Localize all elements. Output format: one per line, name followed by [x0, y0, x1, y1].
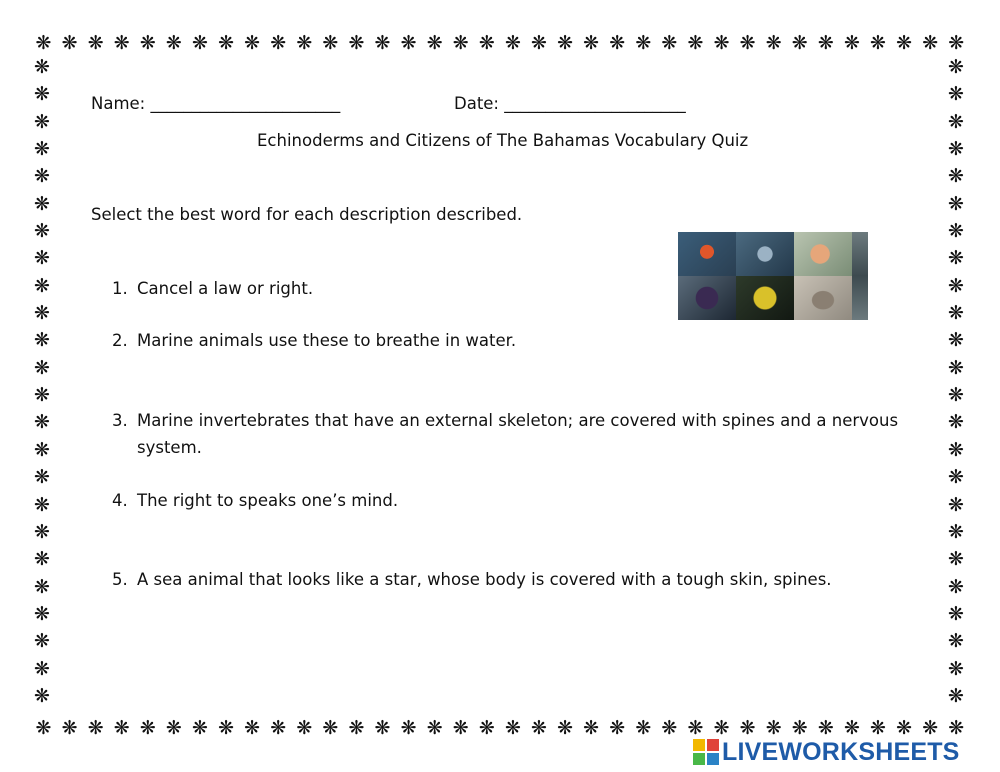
asterisk-flower-icon: ❋ [34, 83, 50, 106]
asterisk-flower-icon: ❋ [61, 32, 78, 54]
question-number: 5. [112, 570, 128, 589]
asterisk-flower-icon: ❋ [34, 657, 50, 680]
question-text: Marine animals use these to breathe in water. [137, 331, 517, 350]
asterisk-flower-icon: ❋ [504, 32, 521, 54]
asterisk-flower-icon: ❋ [165, 32, 182, 54]
asterisk-flower-icon: ❋ [34, 602, 50, 625]
asterisk-flower-icon: ❋ [165, 717, 182, 739]
asterisk-flower-icon: ❋ [948, 220, 964, 243]
asterisk-flower-icon: ❋ [791, 32, 808, 54]
asterisk-flower-icon: ❋ [348, 717, 365, 739]
photo-edge-strip [852, 232, 868, 276]
asterisk-flower-icon: ❋ [322, 32, 339, 54]
asterisk-flower-icon: ❋ [34, 493, 50, 516]
asterisk-flower-icon: ❋ [948, 438, 964, 461]
asterisk-flower-icon: ❋ [400, 32, 417, 54]
asterisk-flower-icon: ❋ [661, 32, 678, 54]
asterisk-flower-icon: ❋ [61, 717, 78, 739]
asterisk-flower-icon: ❋ [34, 192, 50, 215]
asterisk-flower-icon: ❋ [192, 717, 208, 739]
border-right [945, 58, 967, 706]
asterisk-flower-icon: ❋ [948, 575, 964, 598]
asterisk-flower-icon: ❋ [635, 32, 652, 54]
asterisk-flower-icon: ❋ [296, 717, 313, 739]
asterisk-flower-icon: ❋ [557, 717, 574, 739]
starfish-blue-photo [736, 232, 794, 276]
asterisk-flower-icon: ❋ [34, 548, 50, 571]
asterisk-flower-icon: ❋ [374, 717, 391, 739]
asterisk-flower-icon: ❋ [34, 110, 50, 133]
asterisk-flower-icon: ❋ [34, 575, 50, 598]
asterisk-flower-icon: ❋ [661, 717, 678, 739]
asterisk-flower-icon: ❋ [948, 548, 964, 571]
asterisk-flower-icon: ❋ [948, 384, 964, 407]
asterisk-flower-icon: ❋ [87, 32, 104, 54]
question-number: 3. [112, 411, 128, 430]
asterisk-flower-icon: ❋ [34, 138, 50, 161]
asterisk-flower-icon: ❋ [270, 32, 287, 54]
starfish-orange-photo [794, 232, 852, 276]
asterisk-flower-icon: ❋ [817, 32, 834, 54]
asterisk-flower-icon: ❋ [244, 32, 261, 54]
asterisk-flower-icon: ❋ [34, 684, 50, 706]
asterisk-flower-icon: ❋ [218, 32, 234, 54]
asterisk-flower-icon: ❋ [218, 717, 234, 739]
echinoderm-photo-collage [678, 232, 868, 320]
name-field-label: Name: _______________________ [91, 94, 341, 113]
asterisk-flower-icon: ❋ [270, 717, 287, 739]
asterisk-flower-icon: ❋ [948, 630, 964, 653]
asterisk-flower-icon: ❋ [922, 32, 939, 54]
sea-urchin-photo [678, 276, 736, 320]
asterisk-flower-icon: ❋ [948, 138, 964, 161]
border-bottom [34, 717, 966, 739]
asterisk-flower-icon: ❋ [426, 717, 443, 739]
asterisk-flower-icon: ❋ [713, 32, 730, 54]
asterisk-flower-icon: ❋ [948, 684, 964, 706]
asterisk-flower-icon: ❋ [34, 356, 50, 379]
asterisk-flower-icon: ❋ [531, 717, 547, 739]
starfish-red-photo [678, 232, 736, 276]
asterisk-flower-icon: ❋ [739, 717, 756, 739]
asterisk-flower-icon: ❋ [34, 520, 50, 543]
feather-star-photo [736, 276, 794, 320]
question-number: 1. [112, 279, 128, 298]
asterisk-flower-icon: ❋ [35, 717, 52, 739]
asterisk-flower-icon: ❋ [34, 220, 50, 243]
asterisk-flower-icon: ❋ [948, 247, 964, 270]
asterisk-flower-icon: ❋ [948, 329, 964, 352]
asterisk-flower-icon: ❋ [504, 717, 521, 739]
asterisk-flower-icon: ❋ [765, 717, 782, 739]
asterisk-flower-icon: ❋ [948, 657, 964, 680]
question-number: 2. [112, 331, 128, 350]
asterisk-flower-icon: ❋ [687, 32, 704, 54]
asterisk-flower-icon: ❋ [948, 717, 965, 739]
asterisk-flower-icon: ❋ [348, 32, 365, 54]
asterisk-flower-icon: ❋ [557, 32, 574, 54]
asterisk-flower-icon: ❋ [948, 83, 964, 106]
question-text: The right to speaks one’s mind. [137, 491, 399, 510]
asterisk-flower-icon: ❋ [870, 717, 886, 739]
asterisk-flower-icon: ❋ [34, 384, 50, 407]
quiz-title: Echinoderms and Citizens of The Bahamas Vocabulary Quiz [257, 131, 749, 150]
question-text: A sea animal that looks like a star, whose body is covered with a tough skin, spines. [137, 570, 832, 589]
asterisk-flower-icon: ❋ [948, 58, 964, 78]
asterisk-flower-icon: ❋ [635, 717, 652, 739]
asterisk-flower-icon: ❋ [34, 165, 50, 188]
asterisk-flower-icon: ❋ [139, 32, 156, 54]
question-text: Cancel a law or right. [137, 279, 314, 298]
asterisk-flower-icon: ❋ [948, 493, 964, 516]
asterisk-flower-icon: ❋ [322, 717, 339, 739]
asterisk-flower-icon: ❋ [34, 302, 50, 325]
asterisk-flower-icon: ❋ [35, 32, 52, 54]
asterisk-flower-icon: ❋ [948, 110, 964, 133]
asterisk-flower-icon: ❋ [452, 717, 469, 739]
instructions: Select the best word for each description described. [91, 205, 523, 224]
asterisk-flower-icon: ❋ [948, 165, 964, 188]
asterisk-flower-icon: ❋ [34, 58, 50, 78]
asterisk-flower-icon: ❋ [34, 438, 50, 461]
asterisk-flower-icon: ❋ [583, 32, 600, 54]
asterisk-flower-icon: ❋ [843, 717, 860, 739]
liveworksheets-logo [693, 737, 960, 767]
asterisk-flower-icon: ❋ [87, 717, 104, 739]
asterisk-flower-icon: ❋ [843, 32, 860, 54]
asterisk-flower-icon: ❋ [948, 520, 964, 543]
asterisk-flower-icon: ❋ [948, 411, 964, 434]
asterisk-flower-icon: ❋ [583, 717, 600, 739]
sea-cucumber-photo [794, 276, 852, 320]
asterisk-flower-icon: ❋ [478, 32, 495, 54]
asterisk-flower-icon: ❋ [609, 717, 626, 739]
asterisk-flower-icon: ❋ [896, 717, 913, 739]
asterisk-flower-icon: ❋ [296, 32, 313, 54]
asterisk-flower-icon: ❋ [922, 717, 939, 739]
asterisk-flower-icon: ❋ [609, 32, 626, 54]
asterisk-flower-icon: ❋ [113, 717, 130, 739]
asterisk-flower-icon: ❋ [870, 32, 886, 54]
asterisk-flower-icon: ❋ [192, 32, 208, 54]
asterisk-flower-icon: ❋ [426, 32, 443, 54]
asterisk-flower-icon: ❋ [948, 302, 964, 325]
question-text: Marine invertebrates that have an external skeleton; are covered with spines and a nervous system. [137, 411, 899, 457]
border-left [31, 58, 53, 706]
asterisk-flower-icon: ❋ [374, 32, 391, 54]
date-field-label: Date: ______________________ [454, 94, 686, 113]
asterisk-flower-icon: ❋ [34, 466, 50, 489]
asterisk-flower-icon: ❋ [948, 602, 964, 625]
asterisk-flower-icon: ❋ [400, 717, 417, 739]
asterisk-flower-icon: ❋ [34, 274, 50, 297]
asterisk-flower-icon: ❋ [34, 411, 50, 434]
asterisk-flower-icon: ❋ [739, 32, 756, 54]
asterisk-flower-icon: ❋ [687, 717, 704, 739]
asterisk-flower-icon: ❋ [948, 356, 964, 379]
border-top [34, 32, 966, 54]
liveworksheets-badge-icon [693, 739, 719, 765]
asterisk-flower-icon: ❋ [817, 717, 834, 739]
asterisk-flower-icon: ❋ [34, 329, 50, 352]
photo-edge-strip [852, 276, 868, 320]
asterisk-flower-icon: ❋ [948, 32, 965, 54]
asterisk-flower-icon: ❋ [948, 274, 964, 297]
asterisk-flower-icon: ❋ [452, 32, 469, 54]
asterisk-flower-icon: ❋ [791, 717, 808, 739]
asterisk-flower-icon: ❋ [948, 192, 964, 215]
asterisk-flower-icon: ❋ [765, 32, 782, 54]
asterisk-flower-icon: ❋ [531, 32, 547, 54]
asterisk-flower-icon: ❋ [34, 247, 50, 270]
asterisk-flower-icon: ❋ [139, 717, 156, 739]
logo-text: LIVEWORKSHEETS [722, 737, 960, 766]
question-number: 4. [112, 491, 128, 510]
asterisk-flower-icon: ❋ [948, 466, 964, 489]
asterisk-flower-icon: ❋ [713, 717, 730, 739]
asterisk-flower-icon: ❋ [34, 630, 50, 653]
asterisk-flower-icon: ❋ [478, 717, 495, 739]
asterisk-flower-icon: ❋ [113, 32, 130, 54]
asterisk-flower-icon: ❋ [896, 32, 913, 54]
asterisk-flower-icon: ❋ [244, 717, 261, 739]
